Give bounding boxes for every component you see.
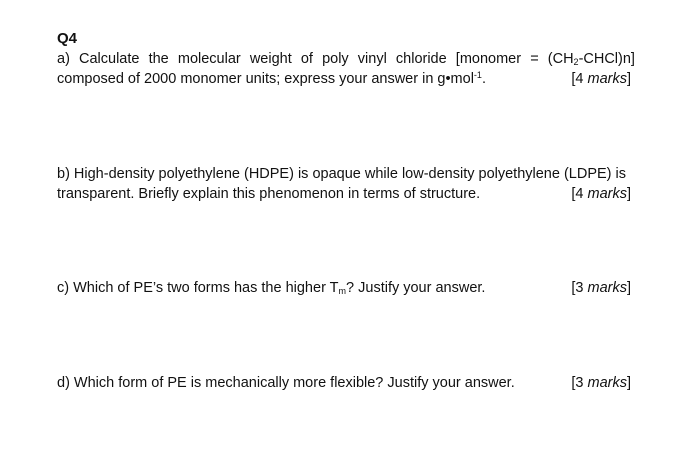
part-b-line-1: b) High-density polyethylene (HDPE) is opaque while low-density polyethylene (LDPE) is xyxy=(57,166,626,182)
part-b-line-2: transparent. Briefly explain this phenomenon in terms of structure. [4 marks] xyxy=(57,186,631,202)
subscript-m: m xyxy=(338,286,347,296)
part-d-line-1: d) Which form of PE is mechanically more flexible? Justify your answer. [3 marks] xyxy=(57,375,631,391)
part-b-marks: [4 marks] xyxy=(571,186,631,202)
part-a-line-1: a) Calculate the molecular weight of poly vinyl chloride [monomer = $(CH_2-CHCl)n$] xyxy=(57,51,635,67)
part-a-marks: [4 marks] xyxy=(571,71,631,87)
part-c-marks: [3 marks] xyxy=(571,280,631,296)
part-b xyxy=(57,164,635,204)
exponent: -1 xyxy=(473,70,482,80)
monomer-formula: $(CH_2-CHCl)n$] xyxy=(547,51,635,67)
question-number: Q4 xyxy=(57,30,78,47)
part-c xyxy=(57,278,635,298)
part-d xyxy=(57,373,635,393)
part-a xyxy=(57,49,635,89)
part-d-marks: [3 marks] xyxy=(571,375,631,391)
part-a-line-2: composed of 2000 monomer units; express your answer in g•mol$^{-1}$. [4 marks] xyxy=(57,70,631,87)
part-c-line-1: c) Which of PE’s two forms has the higher $T_m$? Justify your answer. [3 marks] xyxy=(57,280,631,296)
